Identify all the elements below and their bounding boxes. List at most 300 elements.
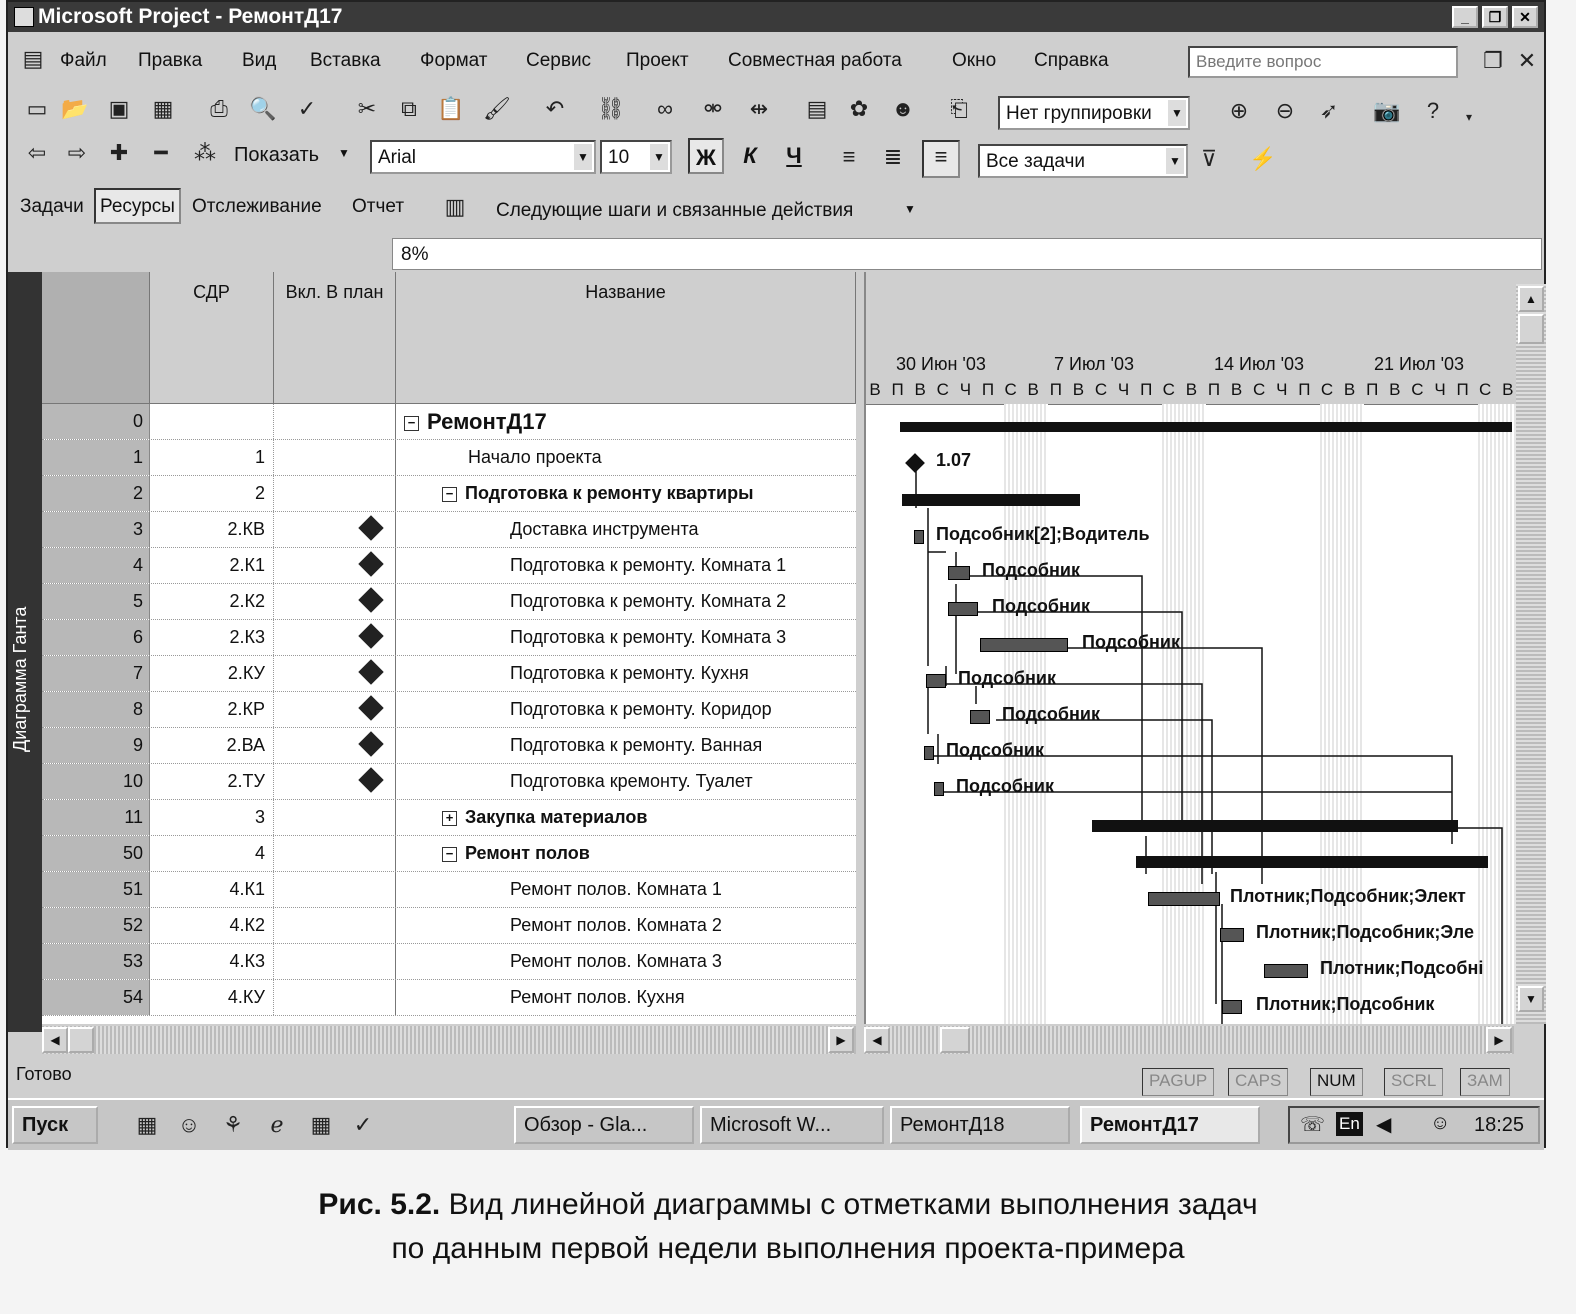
zoom-out-icon[interactable]: ⊖ — [1275, 98, 1295, 123]
row-id[interactable]: 54 — [42, 980, 150, 1015]
link-tasks-icon[interactable]: ∞ — [657, 96, 673, 121]
row-name-text: Подготовка к ремонту. Ванная — [510, 735, 763, 755]
status-pageup: PAGUP — [1142, 1068, 1214, 1096]
row-name-text: Доставка инструмента — [510, 519, 699, 539]
row-wbs[interactable]: 2.КУ — [150, 656, 274, 691]
row-wbs[interactable]: 1 — [150, 440, 274, 475]
underline-button[interactable]: Ч — [786, 143, 802, 168]
row-wbs[interactable]: 2.К1 — [150, 548, 274, 583]
view-bar[interactable] — [8, 272, 42, 1032]
ask-question-input[interactable]: Введите вопрос — [1188, 46, 1458, 78]
save-icon[interactable]: ▣ — [108, 96, 130, 121]
collapse-icon[interactable]: − — [442, 847, 457, 862]
row-id[interactable]: 2 — [42, 476, 150, 511]
row-name[interactable] — [396, 512, 856, 547]
gantt-label: Подсобник[2];Водитель — [936, 524, 1150, 544]
table-row[interactable] — [42, 980, 856, 1016]
row-wbs[interactable]: 2.ВА — [150, 728, 274, 763]
menu-tools[interactable]: Сервис — [526, 50, 592, 71]
row-name[interactable] — [396, 980, 856, 1015]
gantt-bar[interactable] — [1264, 964, 1308, 978]
view-bar-label: Диаграмма Ганта — [10, 606, 30, 752]
timescale-day: В — [1185, 380, 1198, 399]
row-name[interactable] — [396, 656, 856, 691]
included-indicator-icon — [358, 695, 383, 720]
chevron-down-icon: ▼ — [574, 144, 592, 170]
scroll-thumb[interactable] — [940, 1027, 970, 1053]
toggle-guide-icon[interactable]: ▥ — [444, 194, 466, 219]
summary-bar-floors[interactable] — [1136, 856, 1488, 868]
row-name[interactable] — [396, 728, 856, 763]
row-in-plan[interactable] — [274, 692, 396, 727]
gantt-bar[interactable] — [1222, 1000, 1242, 1014]
app-icon — [14, 7, 34, 27]
included-indicator-icon — [358, 515, 383, 540]
gantt-bar[interactable] — [924, 746, 934, 760]
timescale-day: С — [1004, 380, 1017, 399]
network-icon[interactable]: ☏ — [1300, 1114, 1326, 1136]
save-workspace-icon[interactable]: ▦ — [152, 96, 174, 121]
gantt-bar[interactable] — [980, 638, 1068, 652]
timescale-day: П — [1298, 380, 1311, 399]
timescale-day: П — [1456, 380, 1469, 399]
gantt-bar[interactable] — [926, 674, 946, 688]
table-row[interactable] — [42, 836, 856, 872]
project-guide-toolbar — [8, 184, 1544, 232]
collapse-icon[interactable]: − — [442, 487, 457, 502]
timescale-day: С — [1253, 380, 1266, 399]
row-wbs[interactable]: 2.К3 — [150, 620, 274, 655]
gantt-label: Подсобник — [982, 560, 1080, 580]
menu-view[interactable]: Вид — [242, 50, 277, 71]
row-in-plan[interactable] — [274, 476, 396, 511]
row-wbs[interactable]: 2.КР — [150, 692, 274, 727]
row-in-plan[interactable] — [274, 656, 396, 691]
font-size-select[interactable]: 10 ▼ — [600, 140, 672, 174]
gantt-label: Подсобник — [992, 596, 1090, 616]
row-name[interactable] — [396, 440, 856, 475]
table-row[interactable] — [42, 548, 856, 584]
included-indicator-icon — [358, 731, 383, 756]
chevron-down-icon: ▼ — [1166, 148, 1184, 174]
print-preview-icon[interactable]: 🔍 — [249, 96, 277, 121]
row-wbs[interactable]: 2 — [150, 476, 274, 511]
next-steps-button[interactable]: Следующие шаги и связанные действия — [496, 200, 854, 221]
filter-select[interactable]: Все задачи ▼ — [978, 144, 1188, 178]
row-wbs[interactable]: 4.К2 — [150, 908, 274, 943]
table-row[interactable] — [42, 404, 856, 440]
summary-bar-preparation[interactable] — [902, 494, 1080, 506]
task-table — [42, 272, 856, 1024]
standard-toolbar — [8, 88, 1544, 136]
show-outline-icon[interactable]: ⁂ — [194, 140, 216, 165]
row-id[interactable]: 5 — [42, 584, 150, 619]
gantt-bar[interactable] — [970, 710, 990, 724]
menu-collaborate[interactable]: Совместная работа — [728, 50, 902, 71]
table-row[interactable] — [42, 872, 856, 908]
more-buttons-icon[interactable]: ▾ — [1465, 110, 1473, 124]
font-select[interactable]: Arial ▼ — [370, 140, 596, 174]
gantt-label: Плотник;Подсобник;Элект — [1230, 886, 1466, 906]
row-in-plan[interactable] — [274, 728, 396, 763]
quicklaunch-icon[interactable]: ✓ — [353, 1112, 373, 1137]
row-name[interactable] — [396, 404, 856, 439]
gantt-bar[interactable] — [914, 530, 924, 544]
row-in-plan[interactable] — [274, 440, 396, 475]
gantt-chart — [864, 272, 1516, 1024]
menu-bar — [8, 38, 1544, 84]
publish-icon[interactable]: ⎗ — [950, 96, 968, 121]
align-center-icon[interactable]: ≣ — [883, 144, 903, 169]
row-in-plan[interactable] — [274, 764, 396, 799]
table-row[interactable] — [42, 440, 856, 476]
status-caps: CAPS — [1228, 1068, 1288, 1096]
table-row[interactable] — [42, 692, 856, 728]
row-wbs[interactable]: 4 — [150, 836, 274, 871]
guide-tracking-button[interactable]: Отслеживание — [192, 196, 322, 217]
menu-file[interactable]: Файл — [60, 50, 107, 71]
gantt-label: Подсобник — [1082, 632, 1180, 652]
window-title: Microsoft Project - РемонтД17 — [38, 5, 343, 28]
start-button[interactable]: Пуск — [12, 1106, 98, 1144]
timescale-day: В — [1027, 380, 1039, 399]
close-doc-icon[interactable]: ✕ — [1517, 48, 1537, 73]
timescale-day: Ч — [1276, 380, 1288, 399]
hide-subtasks-icon[interactable]: ━ — [154, 140, 168, 165]
gantt-bar[interactable] — [948, 566, 970, 580]
task-info-icon[interactable]: ▤ — [806, 96, 828, 121]
timescale-day: В — [1502, 380, 1514, 399]
row-in-plan[interactable] — [274, 584, 396, 619]
timescale-day: Ч — [959, 380, 972, 399]
status-scrl: SCRL — [1384, 1068, 1443, 1096]
menu-help[interactable]: Справка — [1034, 50, 1109, 71]
row-name[interactable] — [396, 872, 856, 907]
timescale-day: В — [869, 380, 881, 399]
row-wbs[interactable]: 3 — [150, 800, 274, 835]
row-id[interactable]: 0 — [42, 404, 150, 439]
gantt-label: Подсобник — [1002, 704, 1100, 724]
quicklaunch-icon[interactable]: ⚘ — [223, 1112, 243, 1137]
row-id[interactable]: 52 — [42, 908, 150, 943]
timescale-week: 14 Июл '03 — [1214, 354, 1305, 374]
table-row[interactable] — [42, 584, 856, 620]
new-icon[interactable]: ▭ — [26, 96, 48, 121]
quicklaunch-icon[interactable]: ▦ — [310, 1112, 332, 1137]
scroll-up-icon[interactable]: ▲ — [1518, 286, 1544, 312]
table-row[interactable] — [42, 620, 856, 656]
guide-report-button[interactable]: Отчет — [352, 196, 405, 217]
included-indicator-icon — [358, 587, 383, 612]
maximize-button[interactable]: ❐ — [1482, 6, 1508, 28]
menu-window[interactable]: Окно — [952, 50, 997, 71]
restore-doc-icon[interactable]: ❐ — [1483, 48, 1503, 73]
close-button[interactable]: ✕ — [1512, 6, 1538, 28]
grouping-select[interactable]: Нет группировки ▼ — [998, 96, 1190, 130]
row-name[interactable] — [396, 692, 856, 727]
internet-explorer-icon[interactable]: ℯ — [270, 1112, 284, 1137]
chevron-down-icon: ▼ — [650, 144, 668, 170]
chevron-down-icon: ▼ — [1168, 100, 1186, 126]
summary-bar-materials[interactable] — [1092, 820, 1458, 832]
row-id[interactable]: 9 — [42, 728, 150, 763]
row-id[interactable]: 7 — [42, 656, 150, 691]
row-wbs[interactable]: 4.КУ — [150, 980, 274, 1015]
row-in-plan[interactable] — [274, 836, 396, 871]
column-header-in-plan[interactable]: Вкл. В план — [274, 272, 396, 404]
timescale-day: П — [981, 380, 995, 399]
row-in-plan[interactable] — [274, 944, 396, 979]
gantt-horizontal-scrollbar[interactable] — [864, 1026, 1514, 1054]
select-all-corner[interactable] — [42, 272, 150, 404]
included-indicator-icon — [358, 767, 383, 792]
row-id[interactable]: 4 — [42, 548, 150, 583]
taskbar-item-active[interactable]: РемонтД17 — [1080, 1106, 1260, 1144]
timescale-day: Ч — [1117, 380, 1130, 399]
timescale-day: П — [1049, 380, 1062, 399]
taskbar-item[interactable]: Обзор - Gla... — [514, 1106, 694, 1144]
table-row[interactable] — [42, 656, 856, 692]
scroll-right-icon[interactable]: ▶ — [828, 1027, 854, 1053]
zoom-in-icon[interactable]: ⊕ — [1229, 98, 1249, 123]
column-header-wbs[interactable]: СДР — [150, 272, 274, 404]
copy-icon[interactable]: ⧉ — [401, 96, 417, 121]
row-in-plan[interactable] — [274, 512, 396, 547]
minimize-button[interactable]: _ — [1452, 6, 1478, 28]
taskbar — [8, 1098, 1544, 1150]
copy-picture-icon[interactable]: 📷 — [1373, 98, 1401, 123]
row-name-text: РемонтД17 — [427, 409, 547, 434]
status-bar — [8, 1058, 1544, 1096]
row-in-plan[interactable] — [274, 404, 396, 439]
row-in-plan[interactable] — [274, 800, 396, 835]
status-zam: ЗАМ — [1460, 1068, 1510, 1096]
row-name-text: Ремонт полов. Кухня — [510, 987, 685, 1007]
table-horizontal-scrollbar[interactable] — [42, 1026, 856, 1054]
go-to-task-icon[interactable]: ➶ — [1319, 98, 1339, 123]
scroll-thumb[interactable] — [1518, 314, 1544, 344]
row-name-text: Ремонт полов — [465, 843, 590, 863]
row-id[interactable]: 11 — [42, 800, 150, 835]
included-indicator-icon — [358, 623, 383, 648]
row-wbs[interactable]: 4.К3 — [150, 944, 274, 979]
taskbar-item[interactable]: РемонтД18 — [890, 1106, 1070, 1144]
menu-project[interactable]: Проект — [626, 50, 689, 71]
open-icon[interactable]: 📂 — [61, 96, 89, 121]
insert-hyperlink-icon[interactable]: ⛓ — [597, 96, 625, 121]
gantt-bar[interactable] — [948, 602, 978, 616]
autofilter-icon[interactable]: ⊽ — [1200, 146, 1218, 171]
row-name-text: Подготовка кремонту. Туалет — [510, 771, 753, 791]
row-name[interactable] — [396, 584, 856, 619]
row-name-text: Ремонт полов. Комната 2 — [510, 915, 722, 935]
unlink-tasks-icon[interactable]: ⚮ — [703, 96, 723, 121]
row-name-text: Закупка материалов — [465, 807, 648, 827]
outdent-icon[interactable]: ⇦ — [27, 140, 47, 165]
row-name-text: Подготовка к ремонту. Коридор — [510, 699, 772, 719]
table-row[interactable] — [42, 476, 856, 512]
gantt-label: Плотник;Подсобні — [1320, 958, 1484, 978]
document-icon[interactable]: ▤ — [22, 46, 44, 71]
format-painter-icon[interactable]: 🖌 — [483, 96, 511, 121]
timescale-day: С — [1320, 380, 1334, 399]
column-header-name[interactable]: Название — [396, 272, 856, 404]
bold-button[interactable]: Ж — [688, 138, 724, 174]
taskbar-item[interactable]: Microsoft W... — [700, 1106, 884, 1144]
show-subtasks-icon[interactable]: ✚ — [109, 140, 129, 165]
figure-caption-text: Вид линейной диаграммы с отметками выполнения задач — [448, 1188, 1258, 1221]
language-indicator[interactable]: En — [1336, 1112, 1363, 1136]
row-wbs[interactable]: 2.КВ — [150, 512, 274, 547]
row-in-plan[interactable] — [274, 908, 396, 943]
cut-icon[interactable]: ✂ — [357, 96, 377, 121]
expand-icon[interactable]: + — [442, 811, 457, 826]
row-name[interactable] — [396, 944, 856, 979]
quicklaunch-icon[interactable]: ☺ — [177, 1112, 201, 1137]
row-id[interactable]: 51 — [42, 872, 150, 907]
split-task-icon[interactable]: ⇹ — [749, 96, 769, 121]
row-name-text: Подготовка к ремонту. Комната 3 — [510, 627, 787, 647]
gantt-wizard-icon[interactable]: ⚡ — [1249, 146, 1277, 171]
show-menu-button[interactable]: Показать — [234, 144, 320, 166]
spelling-icon[interactable]: ✓ — [297, 96, 317, 121]
tray-icon[interactable]: ☺ — [1430, 1112, 1451, 1134]
row-name-text: Ремонт полов. Комната 3 — [510, 951, 722, 971]
row-name[interactable] — [396, 908, 856, 943]
row-name-text: Ремонт полов. Комната 1 — [510, 879, 722, 899]
row-id[interactable]: 1 — [42, 440, 150, 475]
table-row[interactable] — [42, 512, 856, 548]
row-id[interactable]: 50 — [42, 836, 150, 871]
show-chevron-down-icon[interactable]: ▼ — [338, 146, 350, 160]
timescale-day: П — [891, 380, 904, 399]
indent-icon[interactable]: ⇨ — [67, 140, 87, 165]
row-wbs[interactable]: 2.ТУ — [150, 764, 274, 799]
timescale-day: С — [1162, 380, 1175, 399]
table-row[interactable] — [42, 764, 856, 800]
row-name[interactable] — [396, 800, 856, 835]
row-name[interactable] — [396, 764, 856, 799]
timescale-day: В — [1389, 380, 1401, 399]
timescale-day: В — [914, 380, 926, 399]
volume-icon[interactable]: ◀ — [1376, 1114, 1392, 1136]
status-text: Готово — [16, 1064, 72, 1084]
timescale-day: С — [1094, 380, 1108, 399]
italic-button[interactable]: К — [743, 143, 757, 168]
scroll-thumb[interactable] — [68, 1027, 94, 1053]
help-icon[interactable]: ? — [1426, 98, 1440, 123]
row-name-text: Подготовка к ремонту. Комната 2 — [510, 591, 787, 611]
timescale-week: 30 Июн '03 — [896, 354, 986, 374]
summary-bar-project[interactable] — [900, 422, 1512, 432]
table-row[interactable] — [42, 728, 856, 764]
figure-caption-line2: по данным первой недели выполнения проекта-примера — [391, 1232, 1185, 1265]
row-name[interactable] — [396, 548, 856, 583]
timescale-day: В — [1072, 380, 1085, 399]
paste-icon[interactable]: 📋 — [437, 96, 465, 121]
row-id[interactable]: 8 — [42, 692, 150, 727]
gantt-label-milestone: 1.07 — [936, 450, 972, 470]
gantt-label: Подсобник — [956, 776, 1054, 796]
timescale-day: П — [1140, 380, 1153, 399]
quicklaunch-desktop-icon[interactable]: ▦ — [136, 1112, 158, 1137]
row-in-plan[interactable] — [274, 872, 396, 907]
timescale-day: П — [1207, 380, 1221, 399]
row-wbs[interactable]: 4.К1 — [150, 872, 274, 907]
timescale-day: В — [1230, 380, 1243, 399]
table-row[interactable] — [42, 944, 856, 980]
guide-tasks-button[interactable]: Задачи — [20, 196, 84, 217]
guide-resources-button[interactable]: Ресурсы — [94, 188, 181, 224]
gantt-label: Плотник;Подсобник;Эле — [1256, 922, 1474, 942]
row-name-text: Подготовка к ремонту. Кухня — [510, 663, 749, 683]
vertical-scrollbar[interactable] — [1516, 284, 1546, 1024]
scroll-left-icon[interactable]: ◀ — [42, 1027, 68, 1053]
undo-icon[interactable]: ↶ — [545, 96, 565, 121]
included-indicator-icon — [358, 551, 383, 576]
task-notes-icon[interactable]: ✿ — [849, 96, 869, 121]
align-left-icon[interactable]: ≡ — [842, 144, 856, 169]
row-name[interactable] — [396, 620, 856, 655]
timescale-day: Ч — [1434, 380, 1446, 399]
row-name-text: Начало проекта — [468, 447, 602, 467]
status-num: NUM — [1310, 1068, 1363, 1096]
figure-caption-prefix: Рис. 5.2. — [318, 1188, 441, 1221]
align-right-icon[interactable]: ≡ — [922, 140, 960, 178]
gantt-label: Плотник;Подсобник — [1256, 994, 1435, 1014]
row-wbs[interactable]: 2.К2 — [150, 584, 274, 619]
collapse-icon[interactable]: − — [404, 416, 419, 431]
menu-insert[interactable]: Вставка — [310, 50, 381, 71]
scroll-left-icon[interactable]: ◀ — [864, 1027, 890, 1053]
table-row[interactable] — [42, 908, 856, 944]
scroll-right-icon[interactable]: ▶ — [1486, 1027, 1512, 1053]
gantt-label: Подсобник — [958, 668, 1056, 688]
timescale-day: П — [1366, 380, 1379, 399]
project-window — [6, 0, 1546, 1148]
row-wbs[interactable] — [150, 404, 274, 439]
print-icon[interactable]: ⎙ — [210, 96, 228, 121]
entry-field[interactable]: 8% — [392, 238, 1542, 270]
row-name-text: Подготовка к ремонту. Комната 1 — [510, 555, 787, 575]
row-in-plan[interactable] — [274, 620, 396, 655]
gantt-bar[interactable] — [934, 782, 944, 796]
row-id[interactable]: 3 — [42, 512, 150, 547]
entry-bar — [8, 236, 1544, 272]
scroll-down-icon[interactable]: ▼ — [1518, 986, 1544, 1012]
row-id[interactable]: 6 — [42, 620, 150, 655]
included-indicator-icon — [358, 659, 383, 684]
system-tray — [1288, 1106, 1540, 1144]
assign-resources-icon[interactable]: ☻ — [891, 96, 915, 121]
next-steps-chevron-icon[interactable]: ▼ — [904, 202, 916, 216]
row-name[interactable] — [396, 476, 856, 511]
row-in-plan[interactable] — [274, 980, 396, 1015]
row-id[interactable]: 53 — [42, 944, 150, 979]
row-id[interactable]: 10 — [42, 764, 150, 799]
timescale-day: С — [1411, 380, 1424, 399]
row-name[interactable] — [396, 836, 856, 871]
figure-caption-line1 — [0, 1188, 1576, 1222]
formatting-toolbar — [8, 136, 1544, 184]
row-in-plan[interactable] — [274, 548, 396, 583]
gantt-bar[interactable] — [1148, 892, 1220, 906]
table-row[interactable] — [42, 800, 856, 836]
gantt-bar[interactable] — [1220, 928, 1244, 942]
menu-format[interactable]: Формат — [420, 50, 488, 71]
menu-edit[interactable]: Правка — [138, 50, 203, 71]
clock: 18:25 — [1474, 1114, 1525, 1136]
